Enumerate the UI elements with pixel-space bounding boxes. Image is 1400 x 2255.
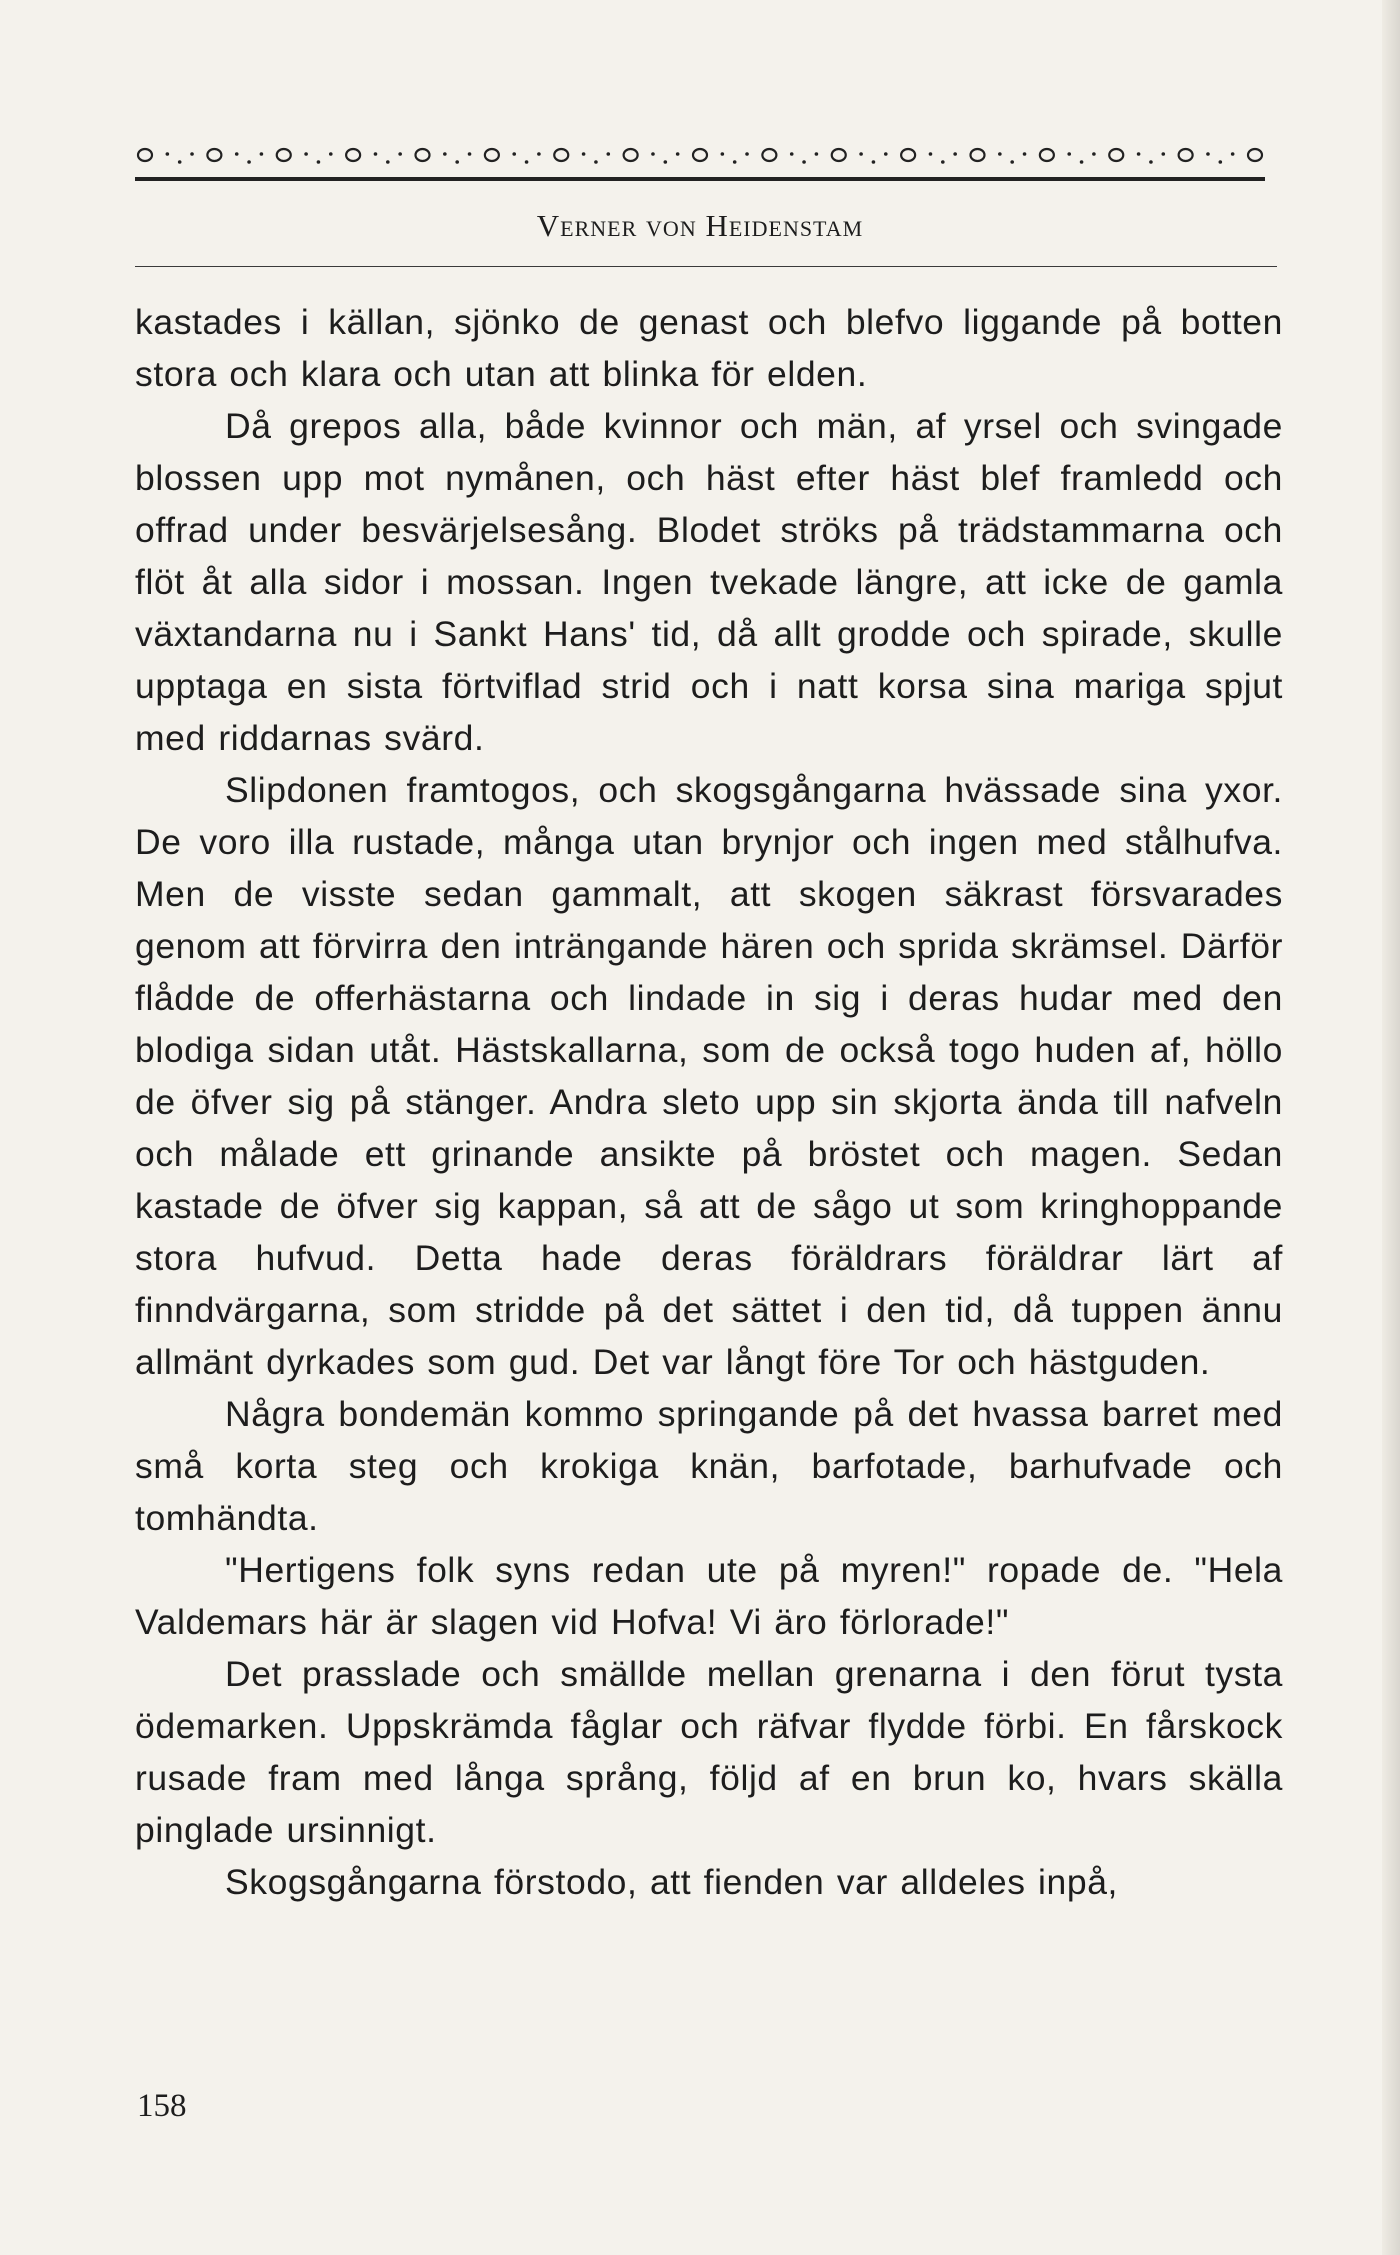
- ornament-dot: [884, 152, 888, 156]
- ornament-ring: [207, 149, 221, 161]
- ornament-dot: [1080, 160, 1084, 164]
- paragraph: Slipdonen framtogos, och skogsgångarna hvässade sina yxor. De voro illa rustade, många utan brynjor och ingen med stålhufva. Men de visste sedan gammalt, att skogen säkrast försvarades genom att förvirra den inträngande hären och sprida skrämsel. Därför flådde de offerhästarna och lindade in sig i deras hudar med den blodiga sidan utåt. Hästskallarna, som de också togo huden af, höllo de öfver sig på stänger. Andra sleto upp sin skjorta ända till nafveln och målade ett grinande ansikte på bröstet och magen. Sedan kastade de öfver sig kappan, så att de sågo ut som kringhoppande stora hufvud. Detta hade deras föräldrars föräldrar lärt af finndvärgarna, som stridde på det sättet i den tid, då tuppen ännu allmänt dyrkades som gud. Det var långt före Tor och hästguden.: [135, 770, 1284, 1382]
- paragraph: "Hertigens folk syns redan ute på myren!" ropade de. "Hela Valdemars här är slagen vid Hofva! Vi äro förlorade!": [135, 1550, 1283, 1642]
- ornament-dot: [190, 152, 194, 156]
- ornament-dot: [941, 160, 945, 164]
- ornament-ring: [485, 149, 499, 161]
- ornament-dot: [329, 152, 333, 156]
- ornament-ring: [901, 149, 915, 161]
- page-number: 158: [137, 2088, 187, 2124]
- ornament-dot: [676, 152, 680, 156]
- ornament-dot: [594, 160, 598, 164]
- ornament-dot: [802, 160, 806, 164]
- ornament-dot: [1010, 160, 1014, 164]
- ornament-ring: [1179, 149, 1193, 161]
- paragraph: Skogsgångarna förstodo, att fienden var alldeles inpå,: [225, 1862, 1119, 1902]
- ornament-dot: [166, 152, 170, 156]
- ornament-ring: [346, 149, 360, 161]
- ornament-dot: [929, 152, 933, 156]
- ornament-dot: [651, 152, 655, 156]
- ornament-dot: [1161, 152, 1165, 156]
- ornament-ring: [277, 149, 291, 161]
- ornament-dot: [235, 152, 239, 156]
- ornament-dot: [304, 152, 308, 156]
- running-title: Verner von Heidenstam: [536, 208, 864, 243]
- ornament-dot: [1067, 152, 1071, 156]
- ornament-dot: [1092, 152, 1096, 156]
- ornament-dot: [260, 152, 264, 156]
- ornament-dot: [374, 152, 378, 156]
- body-text: [135, 296, 1283, 1908]
- ornament-dot: [606, 152, 610, 156]
- ornament-ring: [762, 149, 776, 161]
- paragraph: kastades i källan, sjönko de genast och blefvo liggande på botten stora och klara och utan att blinka för elden.: [135, 302, 1283, 394]
- ornament-dot: [721, 152, 725, 156]
- ornament-ring: [1040, 149, 1054, 161]
- ornament-dot: [745, 152, 749, 156]
- ornament-dot: [468, 152, 472, 156]
- ornament-dot: [455, 160, 459, 164]
- ornament-dot: [664, 160, 668, 164]
- ornament-dot: [443, 152, 447, 156]
- ornament-dot: [815, 152, 819, 156]
- ornament-dot: [1149, 160, 1153, 164]
- paragraph: Några bondemän kommo springande på det hvassa barret med små korta steg och krokiga knän, barfotade, barhufvade och tomhändta.: [135, 1394, 1283, 1538]
- ornament-dot: [1023, 152, 1027, 156]
- ornament-ring: [832, 149, 846, 161]
- page-edge: [1382, 0, 1400, 2255]
- ornament-ring: [416, 149, 430, 161]
- ornament-dot: [398, 152, 402, 156]
- ornament-dot: [537, 152, 541, 156]
- ornament-dot: [1206, 152, 1210, 156]
- ornament-dot: [790, 152, 794, 156]
- ornament-dot: [386, 160, 390, 164]
- ornament-ring: [971, 149, 985, 161]
- ornament-ring: [554, 149, 568, 161]
- paragraph: Det prasslade och smällde mellan grenarna i den förut tysta ödemarken. Uppskrämda fåglar och räfvar flydde förbi. En fårskock rusade fram med långa språng, följd af en brun ko, hvars skälla pinglade ursinnigt.: [135, 1654, 1283, 1850]
- ornamental-border: [135, 128, 1265, 208]
- ornament-dot: [512, 152, 516, 156]
- ornament-dot: [733, 160, 737, 164]
- ornament-dot: [317, 160, 321, 164]
- ornament-dot: [247, 160, 251, 164]
- ornament-dot: [1137, 152, 1141, 156]
- ornament-dot: [872, 160, 876, 164]
- ornament-ring: [138, 149, 152, 161]
- ornament-ring: [693, 149, 707, 161]
- ornament-dot: [525, 160, 529, 164]
- ornament-dot: [582, 152, 586, 156]
- ornament-ring: [1109, 149, 1123, 161]
- ornament-dot: [953, 152, 957, 156]
- header-rule: [135, 266, 1277, 267]
- ornament-dot: [1231, 152, 1235, 156]
- paragraph: Då grepos alla, både kvinnor och män, af yrsel och svingade blossen upp mot nymånen, och häst efter häst blef framledd och offrad under besvärjelsesång. Blodet ströks på trädstammarna och flöt åt alla sidor i mossan. Ingen tvekade längre, att icke de gamla växtandarna nu i Sankt Hans' tid, då allt grodde och spirade, skulle upptaga en sista förtviflad strid och i natt korsa sina mariga spjut med riddarnas svärd.: [135, 406, 1283, 758]
- ornament-dot: [859, 152, 863, 156]
- ornament-ring: [624, 149, 638, 161]
- ornament-dot: [1219, 160, 1223, 164]
- ornament-dot: [178, 160, 182, 164]
- ornament-ring: [1248, 149, 1262, 161]
- ornament-dot: [998, 152, 1002, 156]
